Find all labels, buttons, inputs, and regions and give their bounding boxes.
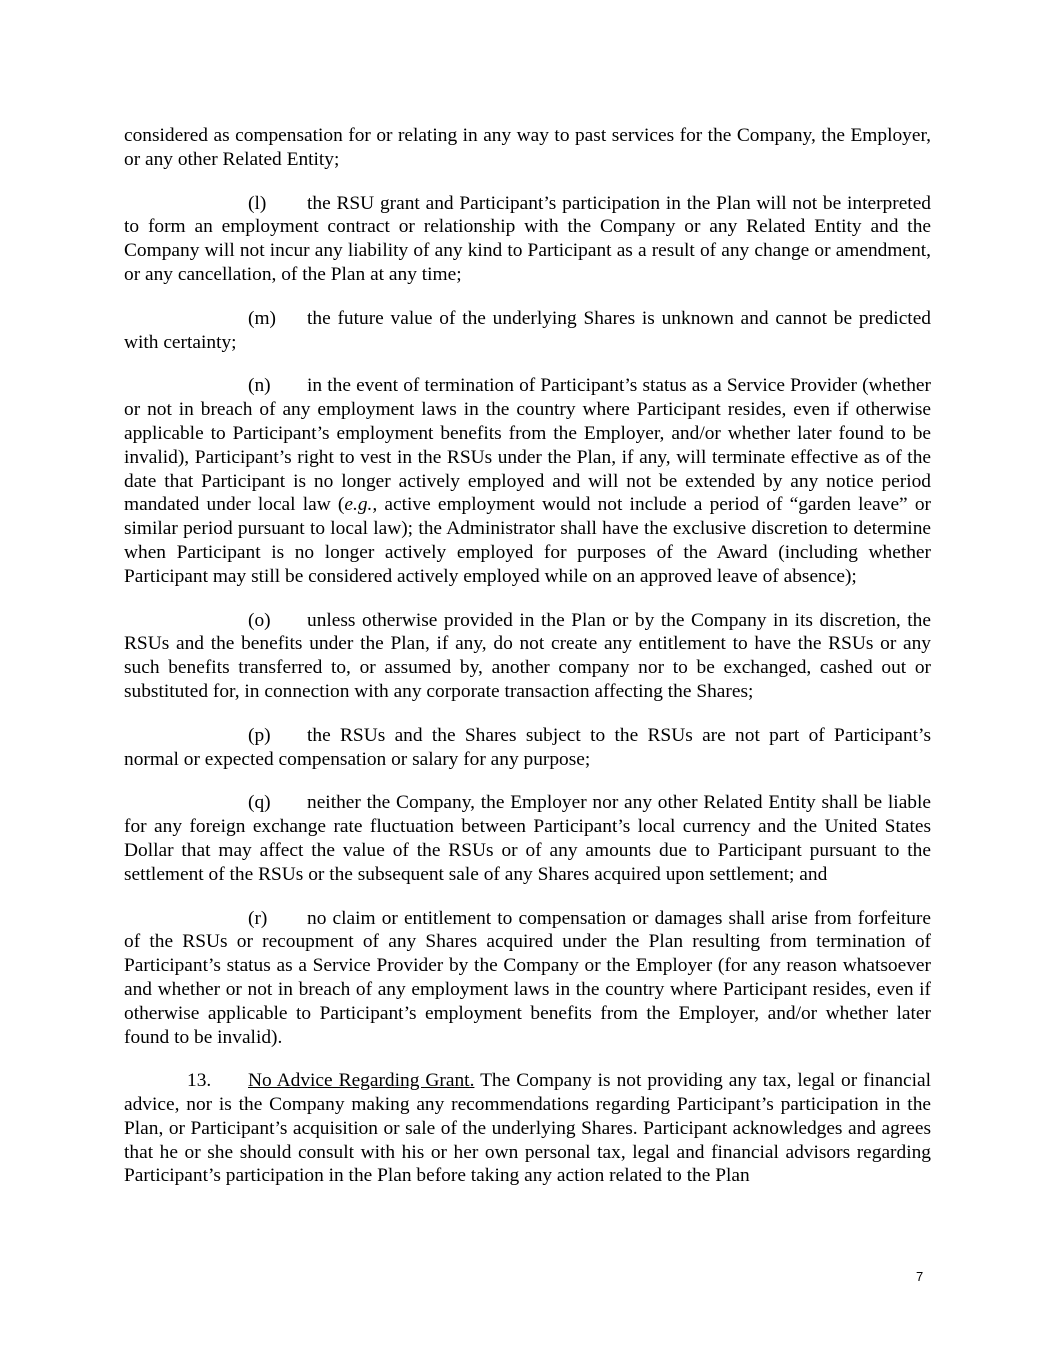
clause-text: the RSUs and the Shares subject to the RSUs are not part of Participant’s normal or expected compensation or salary for any purpose; xyxy=(124,724,931,770)
clause-text: neither the Company, the Employer nor any other Related Entity shall be liable for any foreign exchange rate fluctuation between Participant’s local currency and the United States Dollar that may affect the value of the RSUs or of any amounts due to Participant pursuant to the settlement of the RSUs or the subsequent sale of any Shares acquired upon settlement; and xyxy=(124,792,931,885)
clause-p xyxy=(124,724,931,772)
clause-label: (r) xyxy=(248,907,268,929)
clause-text: in the event of termination of Participant’s status as a Service Provider (whether or not in breach of any employment laws in the country where Participant resides, even if otherwise applicable to Participant’s employment benefits from the Employer, and/or whether later found to be invalid), Participant’s right to vest in the RSUs under the Plan, if any, will terminate effective as of the date that Participant is no longer actively employed and will not be extended by any notice period mandated under local law ( xyxy=(124,375,931,516)
clause-m xyxy=(124,307,931,355)
clause-r xyxy=(124,907,931,1050)
document-body xyxy=(124,124,931,1208)
clause-label: (p) xyxy=(248,724,271,746)
clause-label: (l) xyxy=(248,192,267,214)
section-number: 13. xyxy=(187,1070,212,1092)
clause-label: (o) xyxy=(248,609,271,631)
clause-l xyxy=(124,192,931,287)
page-number: 7 xyxy=(916,1269,924,1284)
section-13 xyxy=(124,1069,931,1188)
clause-italic-text: e.g., xyxy=(344,494,378,516)
clause-text: unless otherwise provided in the Plan or by the Company in its discretion, the RSUs and the benefits under the Plan, if any, do not create any entitlement to have the RSUs or any such benefits transferred to, or assumed by, another company nor to be exchanged, cashed out or substituted for, in connection with any corporate transaction affecting the Shares; xyxy=(124,609,931,702)
clause-text: the future value of the underlying Shares is unknown and cannot be predicted with certainty; xyxy=(124,307,931,353)
section-text: The Company is not providing any tax, legal or financial advice, nor is the Company making any recommendations regarding Participant’s participation in the Plan, or Participant’s acquisition or sale of the underlying Shares. Participant acknowledges and agrees that he or she should consult with his or her own personal tax, legal and financial advisors regarding Participant’s participation in the Plan before taking any action related to the Plan xyxy=(124,1070,931,1187)
section-heading: No Advice Regarding Grant. xyxy=(248,1070,475,1092)
clause-label: (q) xyxy=(248,792,271,814)
clause-o xyxy=(124,609,931,704)
clause-label: (m) xyxy=(248,307,276,329)
clause-n xyxy=(124,374,931,588)
clause-text-continued: active employment would not include a period of “garden leave” or similar period pursuant to local law); the Administrator shall have the exclusive discretion to determine when Participant is no longer actively employed for purposes of the Award (including whether Participant may still be considered actively employed while on an approved leave of absence); xyxy=(124,494,931,587)
clause-q xyxy=(124,791,931,886)
clause-label: (n) xyxy=(248,375,271,397)
clause-text: no claim or entitlement to compensation or damages shall arise from forfeiture of the RSUs or recoupment of any Shares acquired under the Plan resulting from termination of Participant’s status as a Service Provider by the Company or the Employer (for any reason whatsoever and whether or not in breach of any employment laws in the country where Participant resides, even if otherwise applicable to Participant’s employment benefits from the Employer, and/or whether later found to be invalid). xyxy=(124,907,931,1048)
continuation-paragraph: considered as compensation for or relating in any way to past services for the Company, the Employer, or any other Related Entity; xyxy=(124,125,931,170)
clause-text: the RSU grant and Participant’s participation in the Plan will not be interpreted to form an employment contract or relationship with the Company or any Related Entity and the Company will not incur any liability of any kind to Participant as a result of any change or amendment, or any cancellation, of the Plan at any time; xyxy=(124,192,931,285)
